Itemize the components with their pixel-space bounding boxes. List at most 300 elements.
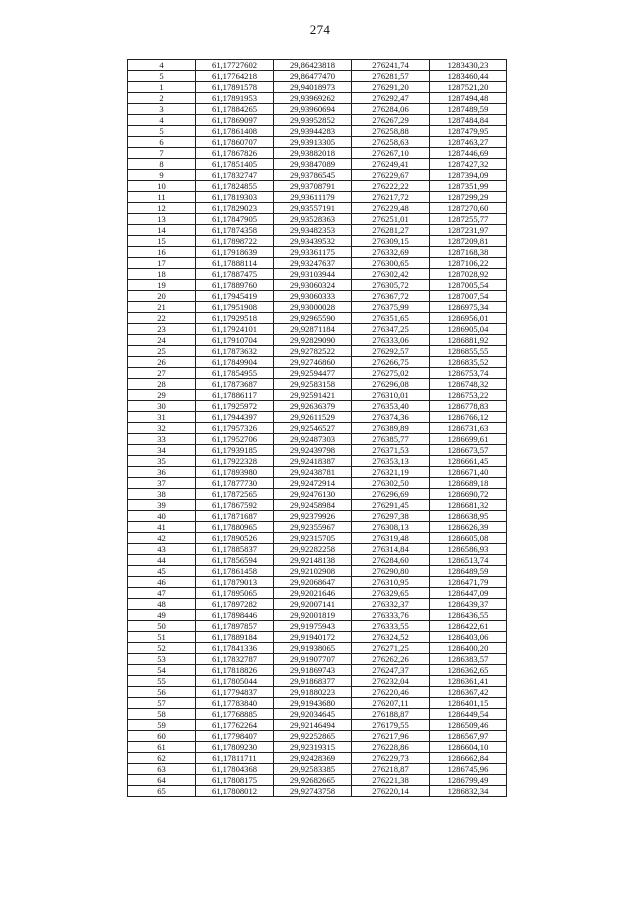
longitude-cell: 29,92252865 bbox=[274, 731, 352, 742]
table-row bbox=[128, 731, 507, 742]
y-coordinate-cell: 1286471,79 bbox=[430, 577, 507, 588]
y-coordinate-cell: 1287427,32 bbox=[430, 159, 507, 170]
table-row bbox=[128, 621, 507, 632]
latitude-cell: 61,17939185 bbox=[196, 445, 274, 456]
latitude-cell: 61,17873687 bbox=[196, 379, 274, 390]
latitude-cell: 61,17884265 bbox=[196, 104, 274, 115]
y-coordinate-cell: 1286753,74 bbox=[430, 368, 507, 379]
latitude-cell: 61,17891578 bbox=[196, 82, 274, 93]
latitude-cell: 61,17856594 bbox=[196, 555, 274, 566]
longitude-cell: 29,92148138 bbox=[274, 555, 352, 566]
table-row bbox=[128, 753, 507, 764]
point-number-cell: 49 bbox=[128, 610, 196, 621]
x-coordinate-cell: 276300,65 bbox=[352, 258, 430, 269]
point-number-cell: 20 bbox=[128, 291, 196, 302]
latitude-cell: 61,17890526 bbox=[196, 533, 274, 544]
point-number-cell: 19 bbox=[128, 280, 196, 291]
x-coordinate-cell: 276385,77 bbox=[352, 434, 430, 445]
y-coordinate-cell: 1286361,41 bbox=[430, 676, 507, 687]
table-row bbox=[128, 445, 507, 456]
table-row bbox=[128, 115, 507, 126]
longitude-cell: 29,92746860 bbox=[274, 357, 352, 368]
latitude-cell: 61,17764218 bbox=[196, 71, 274, 82]
point-number-cell: 15 bbox=[128, 236, 196, 247]
y-coordinate-cell: 1286835,52 bbox=[430, 357, 507, 368]
point-number-cell: 32 bbox=[128, 423, 196, 434]
longitude-cell: 29,92428369 bbox=[274, 753, 352, 764]
x-coordinate-cell: 276351,65 bbox=[352, 313, 430, 324]
longitude-cell: 29,93361175 bbox=[274, 247, 352, 258]
y-coordinate-cell: 1286436,55 bbox=[430, 610, 507, 621]
table-row bbox=[128, 82, 507, 93]
table-row bbox=[128, 236, 507, 247]
latitude-cell: 61,17929518 bbox=[196, 313, 274, 324]
y-coordinate-cell: 1286673,57 bbox=[430, 445, 507, 456]
table-row bbox=[128, 412, 507, 423]
table-row bbox=[128, 214, 507, 225]
y-coordinate-cell: 1283460,44 bbox=[430, 71, 507, 82]
table-row bbox=[128, 511, 507, 522]
longitude-cell: 29,92282258 bbox=[274, 544, 352, 555]
longitude-cell: 29,86423818 bbox=[274, 60, 352, 71]
latitude-cell: 61,17889184 bbox=[196, 632, 274, 643]
x-coordinate-cell: 276271,25 bbox=[352, 643, 430, 654]
table-row bbox=[128, 181, 507, 192]
x-coordinate-cell: 276266,75 bbox=[352, 357, 430, 368]
table-row bbox=[128, 742, 507, 753]
latitude-cell: 61,17798407 bbox=[196, 731, 274, 742]
point-number-cell: 28 bbox=[128, 379, 196, 390]
point-number-cell: 62 bbox=[128, 753, 196, 764]
point-number-cell: 18 bbox=[128, 269, 196, 280]
y-coordinate-cell: 1286731,63 bbox=[430, 423, 507, 434]
y-coordinate-cell: 1286799,49 bbox=[430, 775, 507, 786]
longitude-cell: 29,93969262 bbox=[274, 93, 352, 104]
y-coordinate-cell: 1287446,69 bbox=[430, 148, 507, 159]
table-row bbox=[128, 280, 507, 291]
point-number-cell: 23 bbox=[128, 324, 196, 335]
latitude-cell: 61,17794837 bbox=[196, 687, 274, 698]
y-coordinate-cell: 1286513,74 bbox=[430, 555, 507, 566]
point-number-cell: 46 bbox=[128, 577, 196, 588]
longitude-cell: 29,93847089 bbox=[274, 159, 352, 170]
x-coordinate-cell: 276217,72 bbox=[352, 192, 430, 203]
longitude-cell: 29,93960694 bbox=[274, 104, 352, 115]
longitude-cell: 29,93060333 bbox=[274, 291, 352, 302]
x-coordinate-cell: 276267,29 bbox=[352, 115, 430, 126]
longitude-cell: 29,93611179 bbox=[274, 192, 352, 203]
table-row bbox=[128, 137, 507, 148]
latitude-cell: 61,17957326 bbox=[196, 423, 274, 434]
longitude-cell: 29,91938065 bbox=[274, 643, 352, 654]
point-number-cell: 42 bbox=[128, 533, 196, 544]
y-coordinate-cell: 1286832,34 bbox=[430, 786, 507, 797]
point-number-cell: 56 bbox=[128, 687, 196, 698]
table-row bbox=[128, 269, 507, 280]
x-coordinate-cell: 276222,22 bbox=[352, 181, 430, 192]
x-coordinate-cell: 276310,95 bbox=[352, 577, 430, 588]
longitude-cell: 29,92146494 bbox=[274, 720, 352, 731]
x-coordinate-cell: 276249,41 bbox=[352, 159, 430, 170]
longitude-cell: 29,91880223 bbox=[274, 687, 352, 698]
table-row bbox=[128, 225, 507, 236]
point-number-cell: 2 bbox=[128, 93, 196, 104]
y-coordinate-cell: 1286638,95 bbox=[430, 511, 507, 522]
latitude-cell: 61,17924101 bbox=[196, 324, 274, 335]
point-number-cell: 35 bbox=[128, 456, 196, 467]
longitude-cell: 29,91869743 bbox=[274, 665, 352, 676]
latitude-cell: 61,17898446 bbox=[196, 610, 274, 621]
point-number-cell: 54 bbox=[128, 665, 196, 676]
y-coordinate-cell: 1286975,34 bbox=[430, 302, 507, 313]
longitude-cell: 29,92001819 bbox=[274, 610, 352, 621]
table-row bbox=[128, 522, 507, 533]
latitude-cell: 61,17877730 bbox=[196, 478, 274, 489]
latitude-cell: 61,17805044 bbox=[196, 676, 274, 687]
x-coordinate-cell: 276207,11 bbox=[352, 698, 430, 709]
latitude-cell: 61,17885837 bbox=[196, 544, 274, 555]
latitude-cell: 61,17819303 bbox=[196, 192, 274, 203]
table-row bbox=[128, 71, 507, 82]
latitude-cell: 61,17886117 bbox=[196, 390, 274, 401]
x-coordinate-cell: 276241,74 bbox=[352, 60, 430, 71]
longitude-cell: 29,93060324 bbox=[274, 280, 352, 291]
x-coordinate-cell: 276292,57 bbox=[352, 346, 430, 357]
longitude-cell: 29,92319315 bbox=[274, 742, 352, 753]
table-row bbox=[128, 390, 507, 401]
table-row bbox=[128, 720, 507, 731]
point-number-cell: 39 bbox=[128, 500, 196, 511]
x-coordinate-cell: 276229,67 bbox=[352, 170, 430, 181]
x-coordinate-cell: 276305,72 bbox=[352, 280, 430, 291]
latitude-cell: 61,17895065 bbox=[196, 588, 274, 599]
table-row bbox=[128, 324, 507, 335]
x-coordinate-cell: 276333,55 bbox=[352, 621, 430, 632]
x-coordinate-cell: 276281,57 bbox=[352, 71, 430, 82]
y-coordinate-cell: 1286449,54 bbox=[430, 709, 507, 720]
latitude-cell: 61,17874358 bbox=[196, 225, 274, 236]
latitude-cell: 61,17824855 bbox=[196, 181, 274, 192]
latitude-cell: 61,17832747 bbox=[196, 170, 274, 181]
point-number-cell: 9 bbox=[128, 170, 196, 181]
table-row bbox=[128, 478, 507, 489]
latitude-cell: 61,17887475 bbox=[196, 269, 274, 280]
x-coordinate-cell: 276258,88 bbox=[352, 126, 430, 137]
x-coordinate-cell: 276389,89 bbox=[352, 423, 430, 434]
y-coordinate-cell: 1286748,32 bbox=[430, 379, 507, 390]
longitude-cell: 29,93786545 bbox=[274, 170, 352, 181]
table-row bbox=[128, 467, 507, 478]
table-row bbox=[128, 423, 507, 434]
point-number-cell: 17 bbox=[128, 258, 196, 269]
latitude-cell: 61,17880965 bbox=[196, 522, 274, 533]
point-number-cell: 52 bbox=[128, 643, 196, 654]
point-number-cell: 24 bbox=[128, 335, 196, 346]
y-coordinate-cell: 1286699,61 bbox=[430, 434, 507, 445]
table-row bbox=[128, 643, 507, 654]
y-coordinate-cell: 1287479,95 bbox=[430, 126, 507, 137]
table-row bbox=[128, 588, 507, 599]
longitude-cell: 29,93882018 bbox=[274, 148, 352, 159]
longitude-cell: 29,92476130 bbox=[274, 489, 352, 500]
point-number-cell: 12 bbox=[128, 203, 196, 214]
y-coordinate-cell: 1286689,18 bbox=[430, 478, 507, 489]
x-coordinate-cell: 276321,19 bbox=[352, 467, 430, 478]
latitude-cell: 61,17944397 bbox=[196, 412, 274, 423]
y-coordinate-cell: 1287168,38 bbox=[430, 247, 507, 258]
y-coordinate-cell: 1287494,48 bbox=[430, 93, 507, 104]
table-row bbox=[128, 335, 507, 346]
latitude-cell: 61,17804368 bbox=[196, 764, 274, 775]
longitude-cell: 29,92965590 bbox=[274, 313, 352, 324]
y-coordinate-cell: 1286681,32 bbox=[430, 500, 507, 511]
longitude-cell: 29,92487303 bbox=[274, 434, 352, 445]
x-coordinate-cell: 276284,60 bbox=[352, 555, 430, 566]
table-row bbox=[128, 302, 507, 313]
latitude-cell: 61,17867826 bbox=[196, 148, 274, 159]
table-row bbox=[128, 489, 507, 500]
x-coordinate-cell: 276258,63 bbox=[352, 137, 430, 148]
longitude-cell: 29,92034645 bbox=[274, 709, 352, 720]
point-number-cell: 11 bbox=[128, 192, 196, 203]
page-number: 274 bbox=[309, 22, 331, 37]
table-row bbox=[128, 676, 507, 687]
x-coordinate-cell: 276281,27 bbox=[352, 225, 430, 236]
point-number-cell: 3 bbox=[128, 104, 196, 115]
longitude-cell: 29,92379926 bbox=[274, 511, 352, 522]
latitude-cell: 61,17809230 bbox=[196, 742, 274, 753]
y-coordinate-cell: 1286881,92 bbox=[430, 335, 507, 346]
point-number-cell: 6 bbox=[128, 137, 196, 148]
latitude-cell: 61,17783840 bbox=[196, 698, 274, 709]
latitude-cell: 61,17891953 bbox=[196, 93, 274, 104]
x-coordinate-cell: 276310,01 bbox=[352, 390, 430, 401]
longitude-cell: 29,93913305 bbox=[274, 137, 352, 148]
table-row bbox=[128, 170, 507, 181]
y-coordinate-cell: 1286422,61 bbox=[430, 621, 507, 632]
longitude-cell: 29,92546527 bbox=[274, 423, 352, 434]
longitude-cell: 29,92743758 bbox=[274, 786, 352, 797]
table-row bbox=[128, 60, 507, 71]
y-coordinate-cell: 1286778,83 bbox=[430, 401, 507, 412]
point-number-cell: 51 bbox=[128, 632, 196, 643]
latitude-cell: 61,17861408 bbox=[196, 126, 274, 137]
x-coordinate-cell: 276290,80 bbox=[352, 566, 430, 577]
x-coordinate-cell: 276221,38 bbox=[352, 775, 430, 786]
y-coordinate-cell: 1287299,29 bbox=[430, 192, 507, 203]
point-number-cell: 50 bbox=[128, 621, 196, 632]
longitude-cell: 29,92583158 bbox=[274, 379, 352, 390]
y-coordinate-cell: 1286956,01 bbox=[430, 313, 507, 324]
longitude-cell: 29,92102908 bbox=[274, 566, 352, 577]
latitude-cell: 61,17879013 bbox=[196, 577, 274, 588]
x-coordinate-cell: 276247,37 bbox=[352, 665, 430, 676]
x-coordinate-cell: 276284,06 bbox=[352, 104, 430, 115]
y-coordinate-cell: 1286509,46 bbox=[430, 720, 507, 731]
latitude-cell: 61,17888114 bbox=[196, 258, 274, 269]
point-number-cell: 36 bbox=[128, 467, 196, 478]
y-coordinate-cell: 1286604,10 bbox=[430, 742, 507, 753]
table-row bbox=[128, 159, 507, 170]
y-coordinate-cell: 1286367,42 bbox=[430, 687, 507, 698]
longitude-cell: 29,92591421 bbox=[274, 390, 352, 401]
table-row bbox=[128, 599, 507, 610]
table-row bbox=[128, 192, 507, 203]
longitude-cell: 29,93944283 bbox=[274, 126, 352, 137]
longitude-cell: 29,92418387 bbox=[274, 456, 352, 467]
x-coordinate-cell: 276371,53 bbox=[352, 445, 430, 456]
longitude-cell: 29,92438781 bbox=[274, 467, 352, 478]
latitude-cell: 61,17889760 bbox=[196, 280, 274, 291]
table-row bbox=[128, 434, 507, 445]
y-coordinate-cell: 1286753,22 bbox=[430, 390, 507, 401]
longitude-cell: 29,92782522 bbox=[274, 346, 352, 357]
x-coordinate-cell: 276374,36 bbox=[352, 412, 430, 423]
point-number-cell: 41 bbox=[128, 522, 196, 533]
longitude-cell: 29,92583385 bbox=[274, 764, 352, 775]
latitude-cell: 61,17871687 bbox=[196, 511, 274, 522]
point-number-cell: 29 bbox=[128, 390, 196, 401]
y-coordinate-cell: 1286403,06 bbox=[430, 632, 507, 643]
longitude-cell: 29,92458984 bbox=[274, 500, 352, 511]
point-number-cell: 57 bbox=[128, 698, 196, 709]
y-coordinate-cell: 1287005,54 bbox=[430, 280, 507, 291]
y-coordinate-cell: 1286586,93 bbox=[430, 544, 507, 555]
latitude-cell: 61,17925972 bbox=[196, 401, 274, 412]
x-coordinate-cell: 276333,06 bbox=[352, 335, 430, 346]
point-number-cell: 30 bbox=[128, 401, 196, 412]
point-number-cell: 60 bbox=[128, 731, 196, 742]
latitude-cell: 61,17808175 bbox=[196, 775, 274, 786]
x-coordinate-cell: 276347,25 bbox=[352, 324, 430, 335]
x-coordinate-cell: 276375,99 bbox=[352, 302, 430, 313]
longitude-cell: 29,93439532 bbox=[274, 236, 352, 247]
longitude-cell: 29,92594477 bbox=[274, 368, 352, 379]
latitude-cell: 61,17869097 bbox=[196, 115, 274, 126]
y-coordinate-cell: 1287484,84 bbox=[430, 115, 507, 126]
x-coordinate-cell: 276188,87 bbox=[352, 709, 430, 720]
table-row bbox=[128, 456, 507, 467]
latitude-cell: 61,17762264 bbox=[196, 720, 274, 731]
y-coordinate-cell: 1286905,04 bbox=[430, 324, 507, 335]
x-coordinate-cell: 276302,42 bbox=[352, 269, 430, 280]
longitude-cell: 29,92068647 bbox=[274, 577, 352, 588]
latitude-cell: 61,17727602 bbox=[196, 60, 274, 71]
x-coordinate-cell: 276329,65 bbox=[352, 588, 430, 599]
longitude-cell: 29,93528363 bbox=[274, 214, 352, 225]
table-row bbox=[128, 247, 507, 258]
latitude-cell: 61,17873632 bbox=[196, 346, 274, 357]
table-row bbox=[128, 500, 507, 511]
x-coordinate-cell: 276251,01 bbox=[352, 214, 430, 225]
coordinates-table-body bbox=[128, 60, 507, 797]
point-number-cell: 55 bbox=[128, 676, 196, 687]
latitude-cell: 61,17851405 bbox=[196, 159, 274, 170]
point-number-cell: 33 bbox=[128, 434, 196, 445]
y-coordinate-cell: 1286567,97 bbox=[430, 731, 507, 742]
table-row bbox=[128, 148, 507, 159]
latitude-cell: 61,17860707 bbox=[196, 137, 274, 148]
point-number-cell: 4 bbox=[128, 60, 196, 71]
longitude-cell: 29,92871184 bbox=[274, 324, 352, 335]
latitude-cell: 61,17872565 bbox=[196, 489, 274, 500]
y-coordinate-cell: 1286362,65 bbox=[430, 665, 507, 676]
y-coordinate-cell: 1286671,40 bbox=[430, 467, 507, 478]
longitude-cell: 29,93247637 bbox=[274, 258, 352, 269]
point-number-cell: 58 bbox=[128, 709, 196, 720]
longitude-cell: 29,92829090 bbox=[274, 335, 352, 346]
table-row bbox=[128, 368, 507, 379]
table-row bbox=[128, 346, 507, 357]
y-coordinate-cell: 1286401,15 bbox=[430, 698, 507, 709]
table-row bbox=[128, 313, 507, 324]
table-row bbox=[128, 709, 507, 720]
latitude-cell: 61,17841336 bbox=[196, 643, 274, 654]
latitude-cell: 61,17951908 bbox=[196, 302, 274, 313]
table-row bbox=[128, 357, 507, 368]
point-number-cell: 8 bbox=[128, 159, 196, 170]
x-coordinate-cell: 276332,37 bbox=[352, 599, 430, 610]
point-number-cell: 43 bbox=[128, 544, 196, 555]
table-row bbox=[128, 610, 507, 621]
y-coordinate-cell: 1287463,27 bbox=[430, 137, 507, 148]
point-number-cell: 59 bbox=[128, 720, 196, 731]
point-number-cell: 44 bbox=[128, 555, 196, 566]
x-coordinate-cell: 276229,48 bbox=[352, 203, 430, 214]
longitude-cell: 29,92021646 bbox=[274, 588, 352, 599]
y-coordinate-cell: 1287209,81 bbox=[430, 236, 507, 247]
point-number-cell: 48 bbox=[128, 599, 196, 610]
point-number-cell: 63 bbox=[128, 764, 196, 775]
y-coordinate-cell: 1287489,59 bbox=[430, 104, 507, 115]
longitude-cell: 29,93952852 bbox=[274, 115, 352, 126]
point-number-cell: 4 bbox=[128, 115, 196, 126]
x-coordinate-cell: 276297,38 bbox=[352, 511, 430, 522]
x-coordinate-cell: 276220,14 bbox=[352, 786, 430, 797]
x-coordinate-cell: 276332,69 bbox=[352, 247, 430, 258]
point-number-cell: 25 bbox=[128, 346, 196, 357]
table-row bbox=[128, 379, 507, 390]
y-coordinate-cell: 1286855,55 bbox=[430, 346, 507, 357]
x-coordinate-cell: 276291,20 bbox=[352, 82, 430, 93]
table-row bbox=[128, 654, 507, 665]
x-coordinate-cell: 276353,40 bbox=[352, 401, 430, 412]
x-coordinate-cell: 276262,26 bbox=[352, 654, 430, 665]
longitude-cell: 29,93482353 bbox=[274, 225, 352, 236]
y-coordinate-cell: 1286626,39 bbox=[430, 522, 507, 533]
x-coordinate-cell: 276333,76 bbox=[352, 610, 430, 621]
point-number-cell: 26 bbox=[128, 357, 196, 368]
point-number-cell: 31 bbox=[128, 412, 196, 423]
table-row bbox=[128, 687, 507, 698]
y-coordinate-cell: 1286400,20 bbox=[430, 643, 507, 654]
table-row bbox=[128, 698, 507, 709]
point-number-cell: 38 bbox=[128, 489, 196, 500]
table-row bbox=[128, 555, 507, 566]
point-number-cell: 53 bbox=[128, 654, 196, 665]
y-coordinate-cell: 1286447,09 bbox=[430, 588, 507, 599]
point-number-cell: 14 bbox=[128, 225, 196, 236]
x-coordinate-cell: 276217,96 bbox=[352, 731, 430, 742]
point-number-cell: 61 bbox=[128, 742, 196, 753]
table-row bbox=[128, 544, 507, 555]
point-number-cell: 16 bbox=[128, 247, 196, 258]
point-number-cell: 22 bbox=[128, 313, 196, 324]
table-row bbox=[128, 291, 507, 302]
table-row bbox=[128, 203, 507, 214]
y-coordinate-cell: 1287270,60 bbox=[430, 203, 507, 214]
latitude-cell: 61,17897857 bbox=[196, 621, 274, 632]
